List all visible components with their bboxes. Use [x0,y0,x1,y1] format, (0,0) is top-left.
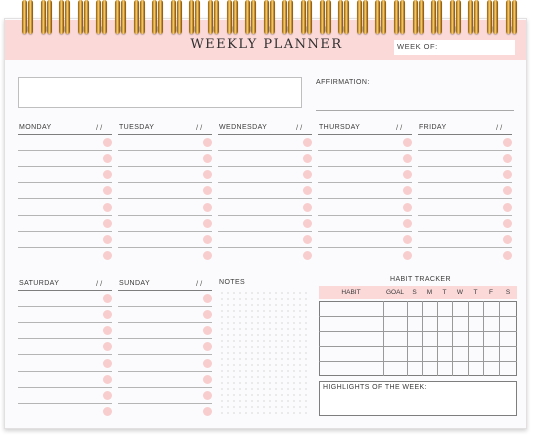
writing-line [18,306,112,307]
checkbox-dot [403,251,412,260]
spiral-coil [177,0,182,34]
habit-tracker-title: HABIT TRACKER [390,276,451,283]
habit-grid-hline [319,331,517,332]
checkbox-dot [403,219,412,228]
spiral-coil [245,0,250,34]
habit-column-header: S [412,289,417,296]
spiral-coil [59,0,64,34]
page-title: WEEKLY PLANNER [190,37,343,52]
habit-grid-hline [319,316,517,317]
writing-line [218,247,312,248]
writing-line [318,166,412,167]
checkbox-dot [103,375,112,384]
writing-line [18,338,112,339]
writing-line [18,322,112,323]
writing-line [18,354,112,355]
spiral-coil [506,0,511,34]
checkbox-dot [303,251,312,260]
writing-line [118,198,212,199]
checkbox-dot [103,359,112,368]
writing-line [18,247,112,248]
spiral-binding [22,0,522,36]
spiral-coil [41,0,46,34]
writing-line [218,134,312,135]
writing-line [218,166,312,167]
writing-line [18,166,112,167]
checkbox-dot [103,235,112,244]
spiral-coil [28,0,33,34]
date-slashes: / / [96,123,103,132]
date-slashes: / / [496,123,503,132]
checkbox-dot [503,235,512,244]
spiral-coil [208,0,213,34]
habit-grid-vline [437,301,438,376]
writing-line [18,182,112,183]
spiral-coil [474,0,479,34]
habit-column-header: HABIT [341,289,361,296]
checkbox-dot [203,391,212,400]
day-label: TUESDAY [119,124,155,131]
checkbox-dot [303,235,312,244]
spiral-coil [344,0,349,34]
spiral-coil [78,0,83,34]
checkbox-dot [203,235,212,244]
spiral-coil [152,0,157,34]
writing-line [18,134,112,135]
affirmation-label: AFFIRMATION: [316,79,370,86]
checkbox-dot [103,219,112,228]
spiral-coil [357,0,362,34]
spiral-coil [301,0,306,34]
spiral-coil [282,0,287,34]
writing-line [118,306,212,307]
habit-column-header: T [442,289,447,296]
spiral-coil [227,0,232,34]
writing-line [118,290,212,291]
spiral-coil [214,0,219,34]
habit-grid-vline [422,301,423,376]
writing-line [18,290,112,291]
spiral-coil [375,0,380,34]
checkbox-dot [203,203,212,212]
date-slashes: / / [96,279,103,288]
checkbox-dot [203,251,212,260]
writing-line [418,166,512,167]
writing-line [318,215,412,216]
spiral-coil [326,0,331,34]
writing-line [18,150,112,151]
spiral-coil [264,0,269,34]
writing-line [218,215,312,216]
spiral-coil [338,0,343,34]
writing-line [18,198,112,199]
writing-line [118,371,212,372]
habit-grid-vline [499,301,500,376]
spiral-coil [195,0,200,34]
writing-line [118,166,212,167]
spiral-coil [450,0,455,34]
writing-line [118,322,212,323]
checkbox-dot [303,219,312,228]
writing-line [18,231,112,232]
notes-dot-grid [219,290,310,415]
habit-tracker-grid [319,301,517,376]
spiral-coil [140,0,145,34]
writing-line [318,247,412,248]
habit-column-header: T [473,289,478,296]
spiral-coil [171,0,176,34]
checkbox-dot [303,203,312,212]
writing-line [118,215,212,216]
writing-line [418,198,512,199]
checkbox-dot [103,407,112,416]
spiral-coil [381,0,386,34]
spiral-coil [487,0,492,34]
spiral-coil [270,0,275,34]
writing-line [18,215,112,216]
habit-grid-vline [383,301,384,376]
day-label: SATURDAY [19,280,60,287]
spiral-coil [47,0,52,34]
date-slashes: / / [296,123,303,132]
writing-line [318,231,412,232]
checkbox-dot [203,375,212,384]
writing-line [318,182,412,183]
writing-line [418,134,512,135]
spiral-coil [189,0,194,34]
writing-line [18,403,112,404]
spiral-coil [512,0,517,34]
spiral-coil [400,0,405,34]
spiral-coil [84,0,89,34]
day-label: MONDAY [19,124,52,131]
spiral-coil [158,0,163,34]
day-label: FRIDAY [419,124,447,131]
habit-column-header: F [489,289,493,296]
writing-line [118,247,212,248]
spiral-coil [233,0,238,34]
writing-line [318,134,412,135]
writing-line [218,231,312,232]
checkbox-dot [403,203,412,212]
writing-line [118,134,212,135]
habit-column-header: GOAL [385,289,405,296]
spiral-coil [456,0,461,34]
habit-grid-vline [407,301,408,376]
date-slashes: / / [396,123,403,132]
writing-line [118,231,212,232]
spiral-coil [431,0,436,34]
writing-line [418,247,512,248]
highlights-label: HIGHLIGHTS OF THE WEEK: [323,384,427,391]
date-slashes: / / [196,279,203,288]
spiral-coil [320,0,325,34]
checkbox-dot [203,407,212,416]
spiral-coil [394,0,399,34]
checkbox-dot [103,251,112,260]
spiral-coil [437,0,442,34]
affirmation-line [316,110,514,111]
spiral-coil [121,0,126,34]
habit-grid-vline [468,301,469,376]
writing-line [418,182,512,183]
habit-grid-hline [319,361,517,362]
writing-line [418,215,512,216]
spiral-coil [307,0,312,34]
checkbox-dot [503,219,512,228]
spiral-coil [65,0,70,34]
spiral-coil [22,0,27,34]
checkbox-dot [103,391,112,400]
day-label: SUNDAY [119,280,151,287]
writing-line [118,182,212,183]
writing-line [418,231,512,232]
habit-column-header: S [505,289,511,296]
spiral-coil [134,0,139,34]
writing-line [318,198,412,199]
spiral-coil [102,0,107,34]
day-label: THURSDAY [319,124,361,131]
spiral-coil [288,0,293,34]
intention-box [18,77,302,108]
checkbox-dot [503,203,512,212]
writing-line [418,150,512,151]
habit-grid-vline [452,301,453,376]
writing-line [118,338,212,339]
writing-line [18,371,112,372]
week-of-label: WEEK OF: [397,42,438,51]
habit-column-header: M [426,289,433,296]
writing-line [118,354,212,355]
notes-label: NOTES [219,279,246,286]
checkbox-dot [103,203,112,212]
checkbox-dot [403,235,412,244]
habit-column-header: W [456,289,464,296]
spiral-coil [413,0,418,34]
spiral-coil [251,0,256,34]
writing-line [118,403,212,404]
spiral-coil [468,0,473,34]
spiral-coil [493,0,498,34]
habit-grid-vline [483,301,484,376]
writing-line [18,387,112,388]
writing-line [218,182,312,183]
writing-line [318,150,412,151]
checkbox-dot [503,251,512,260]
day-label: WEDNESDAY [219,124,268,131]
checkbox-dot [203,219,212,228]
writing-line [218,150,312,151]
writing-line [218,198,312,199]
writing-line [118,387,212,388]
spiral-coil [363,0,368,34]
spiral-coil [96,0,101,34]
checkbox-dot [203,359,212,368]
spiral-coil [419,0,424,34]
writing-line [118,150,212,151]
spiral-coil [115,0,120,34]
habit-grid-hline [319,346,517,347]
date-slashes: / / [196,123,203,132]
